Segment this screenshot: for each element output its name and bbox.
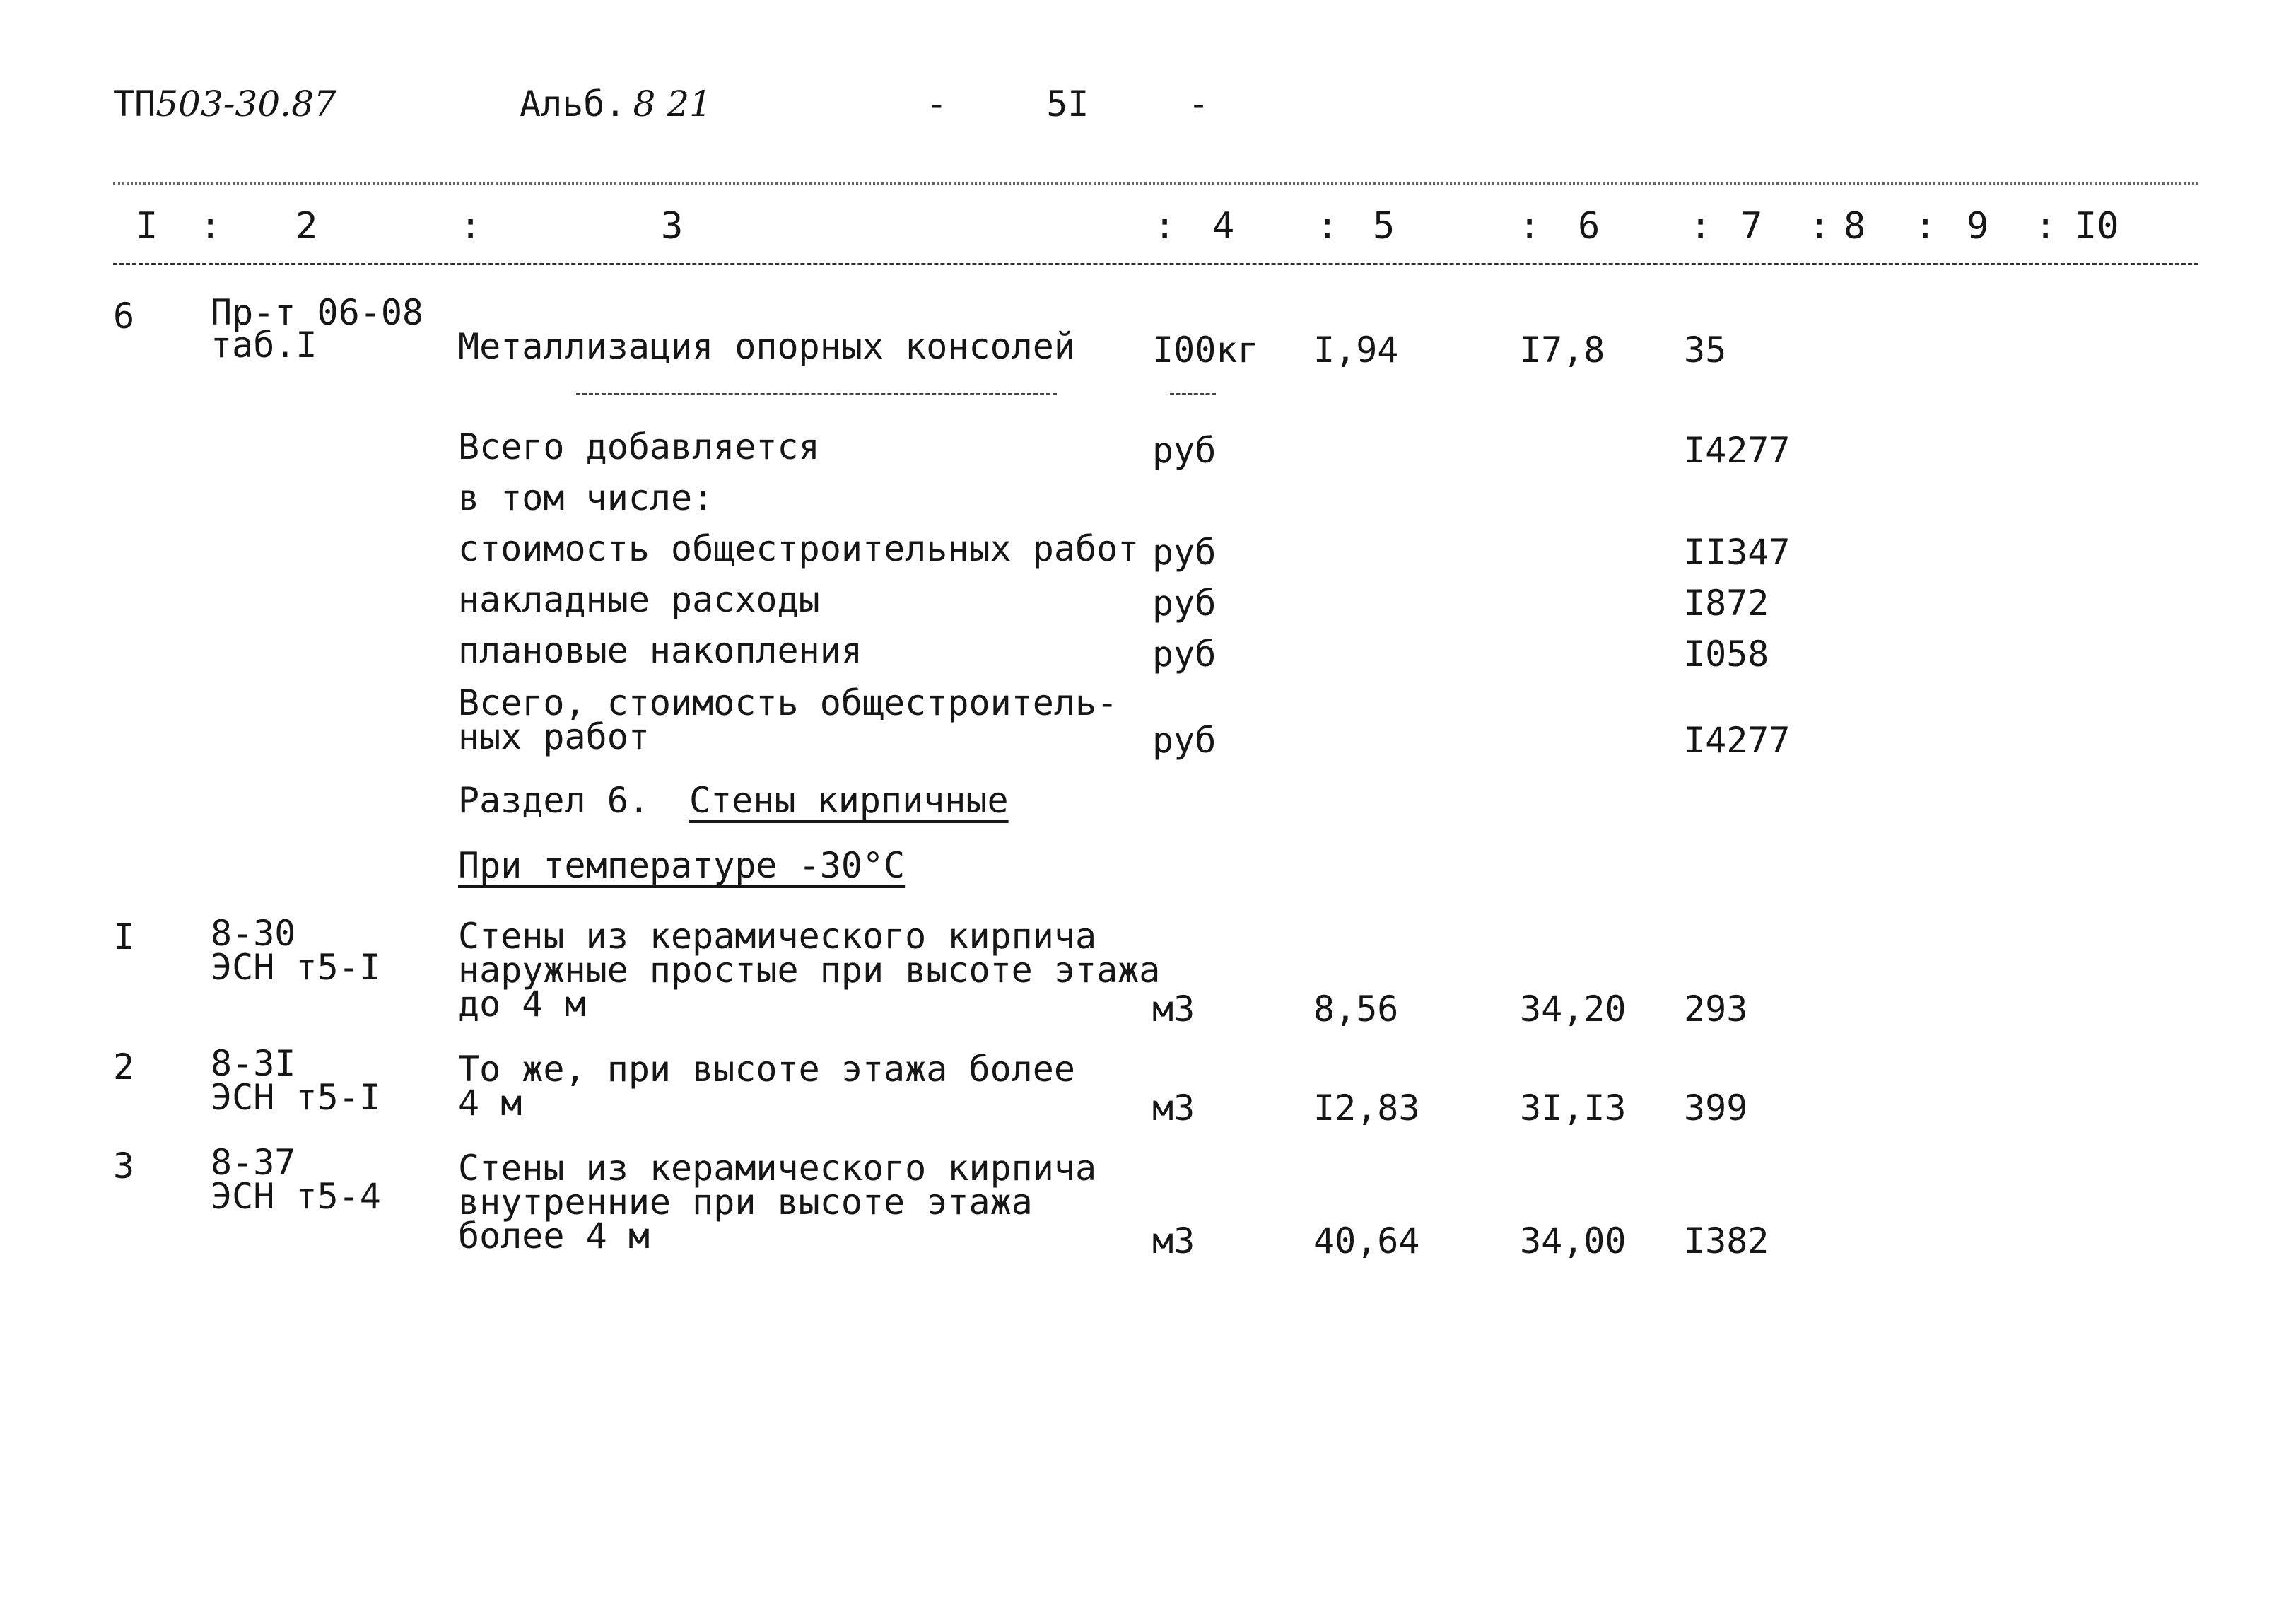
summary-unit: руб — [1152, 720, 1217, 761]
col-sep: : — [2034, 205, 2057, 247]
summary-total: I4277 — [1684, 720, 1791, 761]
norm-code: 8-37 — [211, 1142, 296, 1183]
summary-label: плановые накопления — [458, 630, 862, 671]
summary-unit: руб — [1152, 634, 1217, 675]
norm-code-ref: ЭСН т5-4 — [211, 1176, 381, 1217]
code-handwritten: 503-30.87 — [156, 83, 336, 124]
unit: м3 — [1152, 1088, 1195, 1129]
top-rule — [113, 182, 2198, 185]
summary-unit: руб — [1152, 430, 1217, 471]
section-subtitle: При температуре -30°С — [458, 845, 906, 886]
quantity: I,94 — [1313, 330, 1399, 371]
col-sep: : — [1689, 205, 1712, 247]
summary-total: I058 — [1684, 634, 1769, 675]
summary-total: II347 — [1684, 532, 1791, 573]
section-title: Стены кирпичные — [689, 780, 1009, 821]
norm-code-ref: ЭСН т5-I — [211, 947, 381, 988]
code-prefix: ТП — [113, 83, 156, 124]
summary-label: Всего, стоимость общестроитель- — [458, 682, 1118, 723]
col-sep: : — [1914, 205, 1937, 247]
norm-code: 8-3I — [211, 1043, 296, 1084]
col-sep: : — [459, 205, 482, 247]
page-number: - 5I - — [926, 83, 1210, 124]
col-sep: : — [1518, 205, 1541, 247]
work-description: Металлизация опорных консолей — [458, 326, 1075, 367]
col-sep: : — [1154, 205, 1176, 247]
col-head-8: 8 — [1844, 205, 1866, 247]
norm-code: Пр-т 06-08 — [211, 292, 424, 333]
col-head-5: 5 — [1373, 205, 1395, 247]
work-description-line: 4 м — [458, 1083, 522, 1124]
work-description-line: наружные простые при высоте этажа — [458, 950, 1161, 991]
subtotal-rule — [1170, 393, 1216, 395]
subtotal-rule — [576, 393, 1057, 395]
col-head-9: 9 — [1967, 205, 1989, 247]
unit-price: 3I,I3 — [1520, 1088, 1627, 1129]
col-sep: : — [1808, 205, 1831, 247]
summary-unit: руб — [1152, 583, 1217, 624]
unit: м3 — [1152, 989, 1195, 1030]
col-head-3: 3 — [661, 205, 684, 247]
work-description-line: внутренние при высоте этажа — [458, 1182, 1033, 1223]
work-description-line: Стены из керамического кирпича — [458, 1148, 1097, 1189]
summary-label: ных работ — [458, 716, 650, 757]
quantity: I2,83 — [1313, 1088, 1420, 1129]
row-number: 3 — [113, 1146, 135, 1187]
unit-price: 34,00 — [1520, 1220, 1627, 1261]
document-code — [113, 83, 336, 124]
total-cost: 35 — [1684, 330, 1727, 371]
total-cost: I382 — [1684, 1220, 1769, 1261]
work-description-line: То же, при высоте этажа более — [458, 1049, 1075, 1090]
total-cost: 293 — [1684, 989, 1748, 1030]
total-cost: 399 — [1684, 1088, 1748, 1129]
col-head-6: 6 — [1578, 205, 1600, 247]
quantity: 8,56 — [1313, 989, 1399, 1030]
norm-code-ref: таб.I — [211, 325, 317, 366]
work-description-line: до 4 м — [458, 984, 586, 1025]
summary-label: в том числе: — [458, 477, 714, 518]
unit: I00кг — [1152, 330, 1259, 371]
col-sep: : — [199, 205, 222, 247]
col-sep: : — [1316, 205, 1339, 247]
summary-label: Всего добавляется — [458, 426, 820, 467]
summary-unit: руб — [1152, 532, 1217, 573]
row-number: 2 — [113, 1047, 135, 1088]
norm-code-ref: ЭСН т5-I — [211, 1077, 381, 1118]
row-number: 6 — [113, 296, 135, 337]
unit-price: 34,20 — [1520, 989, 1627, 1030]
work-description-line: Стены из керамического кирпича — [458, 916, 1097, 957]
col-head-2: 2 — [295, 205, 318, 247]
work-description-line: более 4 м — [458, 1216, 650, 1257]
unit-price: I7,8 — [1520, 330, 1605, 371]
col-head-10: I0 — [2075, 205, 2119, 247]
quantity: 40,64 — [1313, 1220, 1420, 1261]
summary-label: стоимость общестроительных работ — [458, 528, 1140, 569]
summary-label: накладные расходы — [458, 579, 820, 620]
norm-code: 8-30 — [211, 913, 296, 954]
section-label: Раздел 6. — [458, 780, 650, 821]
section-heading — [458, 780, 1009, 821]
col-head-4: 4 — [1212, 205, 1235, 247]
col-head-7: 7 — [1740, 205, 1763, 247]
col-head-1: I — [136, 205, 158, 247]
unit: м3 — [1152, 1220, 1195, 1261]
album-label: Альб. — [520, 83, 626, 124]
header-bottom-rule — [113, 263, 2198, 265]
summary-total: I4277 — [1684, 430, 1791, 471]
album-reference — [520, 83, 712, 124]
summary-total: I872 — [1684, 583, 1769, 624]
row-number: I — [113, 916, 135, 957]
album-handwritten: 8 21 — [633, 83, 712, 124]
